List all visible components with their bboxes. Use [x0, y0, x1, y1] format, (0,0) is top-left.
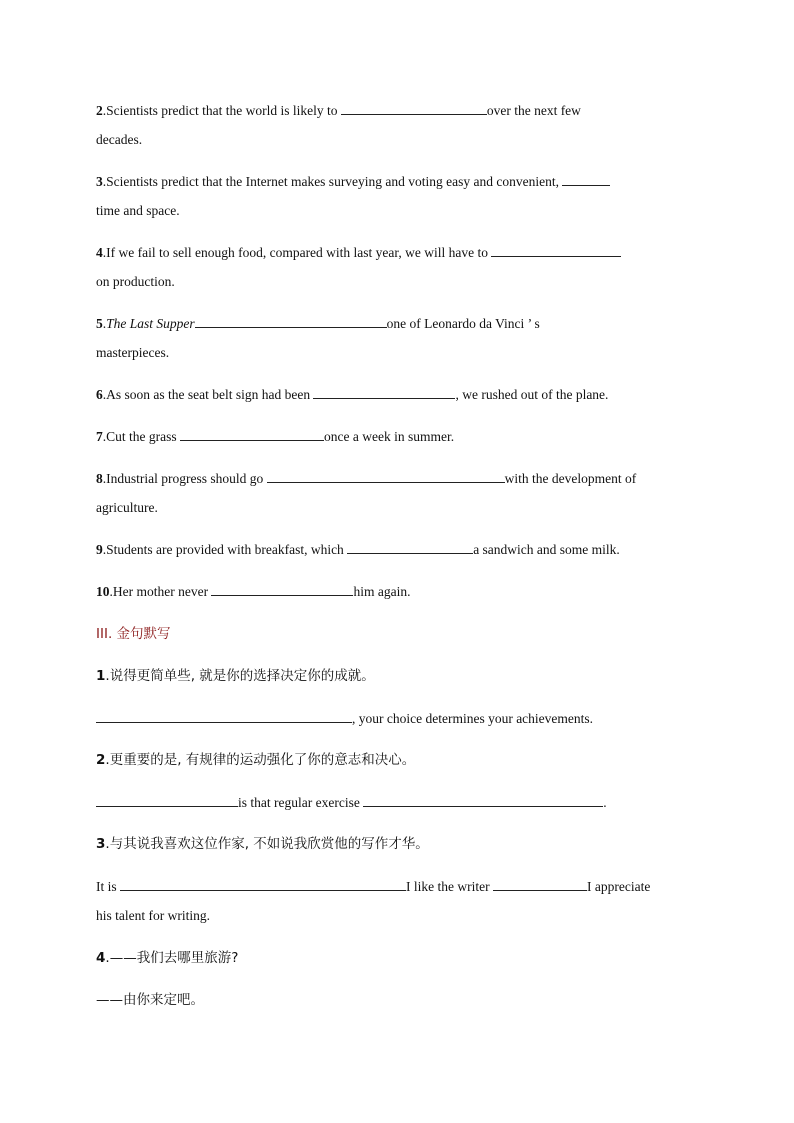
artwork-title: The Last Supper [106, 316, 195, 331]
english-text: is that regular exercise [238, 795, 364, 810]
sentence-2-english [96, 795, 701, 811]
sentence-number: 4 [96, 950, 106, 966]
sentence-2-chinese [96, 752, 701, 768]
question-text: him again. [353, 584, 411, 599]
question-3-continued: time and space. [96, 203, 180, 218]
sentence-number: 3 [96, 836, 106, 852]
answer-blank[interactable] [491, 245, 621, 257]
question-text: .Industrial progress should go [102, 471, 267, 486]
sentence-1-english [96, 711, 701, 727]
answer-blank[interactable] [96, 795, 238, 807]
question-number: 3 [96, 174, 103, 189]
question-number: 7 [96, 429, 103, 444]
question-text: a sandwich and some milk. [473, 542, 620, 557]
question-number: 8 [96, 471, 103, 486]
question-text: over the next few [486, 103, 581, 118]
question-9 [96, 542, 701, 558]
question-text: .If we fail to sell enough food, compared with last year, we will have to [102, 245, 492, 260]
question-text: .Cut the grass [102, 429, 180, 444]
chinese-sentence: .更重要的是, 有规律的运动强化了你的意志和决心。 [105, 752, 416, 768]
question-8 [96, 471, 701, 487]
answer-blank[interactable] [120, 879, 406, 891]
question-text: .Scientists predict that the Internet makes surveying and voting easy and convenient, [102, 174, 563, 189]
english-text: I appreciate [586, 879, 651, 894]
question-2-continued: decades. [96, 132, 143, 147]
question-4 [96, 245, 701, 261]
answer-blank[interactable] [195, 316, 387, 328]
english-text: . [603, 795, 607, 810]
answer-blank[interactable] [96, 711, 352, 723]
answer-blank[interactable] [363, 795, 603, 807]
question-number: 10 [96, 584, 110, 599]
question-number: 2 [96, 103, 103, 118]
question-number: 5 [96, 316, 103, 331]
question-number: 6 [96, 387, 103, 402]
answer-blank[interactable] [341, 103, 487, 115]
sentence-1-chinese [96, 668, 701, 684]
question-7 [96, 429, 701, 445]
question-number: 4 [96, 245, 103, 260]
answer-blank[interactable] [180, 429, 324, 441]
section-heading: III. 金句默写 [96, 626, 171, 642]
question-number: 9 [96, 542, 103, 557]
question-text: .Scientists predict that the world is likely to [102, 103, 341, 118]
question-text: one of Leonardo da Vinci ’ s [386, 316, 540, 331]
answer-blank[interactable] [562, 174, 610, 186]
question-text: once a week in summer. [324, 429, 455, 444]
english-text: It is [96, 879, 121, 894]
sentence-number: 1 [96, 668, 106, 684]
question-10 [96, 584, 701, 600]
question-5: 5.The Last Supper one of Leonardo da Vinci ’ s [96, 316, 540, 331]
question-2 [96, 103, 701, 119]
answer-blank[interactable] [211, 584, 353, 596]
chinese-sentence: .与其说我喜欢这位作家, 不如说我欣赏他的写作才华。 [105, 836, 429, 852]
sentence-4-chinese [96, 950, 701, 966]
question-6 [96, 387, 701, 403]
chinese-sentence: .——我们去哪里旅游? [105, 950, 239, 966]
question-text: .Her mother never [109, 584, 212, 599]
english-text: , your choice determines your achievements. [352, 711, 594, 726]
answer-blank[interactable] [347, 542, 473, 554]
sentence-3-chinese [96, 836, 701, 852]
question-text: .Students are provided with breakfast, which [102, 542, 348, 557]
question-8-continued: agriculture. [96, 500, 158, 515]
sentence-4-reply: ——由你来定吧。 [96, 992, 204, 1008]
question-text: , we rushed out of the plane. [455, 387, 609, 402]
sentence-number: 2 [96, 752, 106, 768]
question-3 [96, 174, 701, 190]
answer-blank[interactable] [267, 471, 505, 483]
sentence-3-english [96, 879, 701, 895]
question-text: .As soon as the seat belt sign had been [102, 387, 314, 402]
question-text: with the development of [504, 471, 637, 486]
chinese-sentence: .说得更简单些, 就是你的选择决定你的成就。 [105, 668, 375, 684]
english-text: I like the writer [406, 879, 493, 894]
answer-blank[interactable] [313, 387, 455, 399]
question-5-continued: masterpieces. [96, 345, 170, 360]
answer-blank[interactable] [493, 879, 587, 891]
sentence-3-english-continued: his talent for writing. [96, 908, 210, 923]
question-4-continued: on production. [96, 274, 175, 289]
